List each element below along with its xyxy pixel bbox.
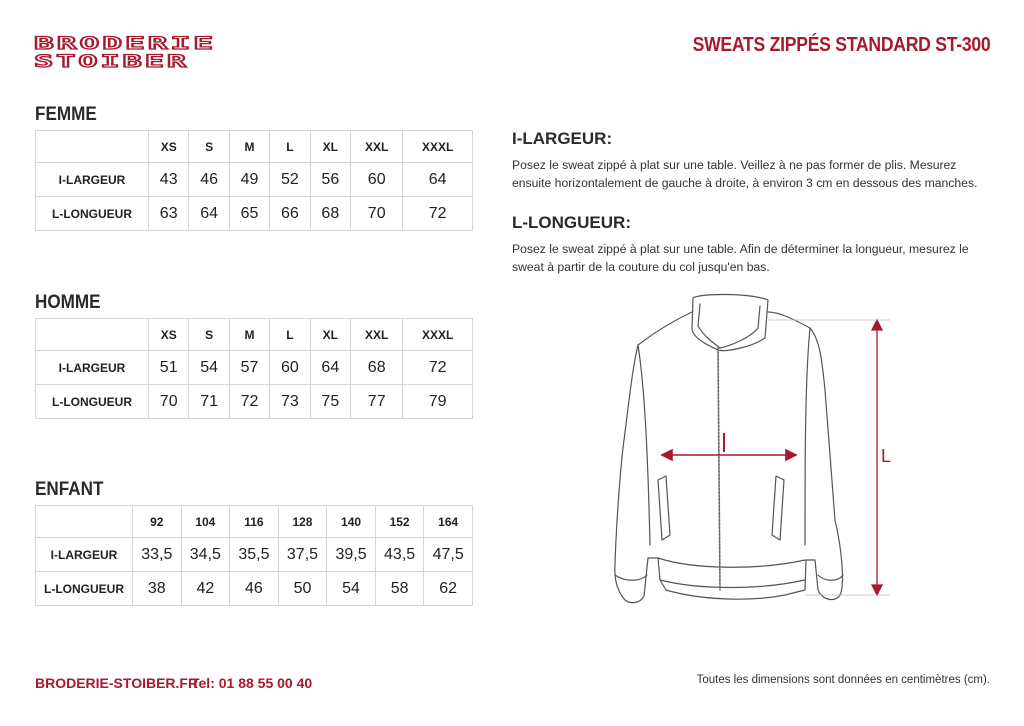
value-cell: 43 xyxy=(149,163,189,197)
value-cell: 65 xyxy=(229,197,269,231)
width-label: I xyxy=(726,452,727,453)
zip-sweat-diagram xyxy=(600,290,900,615)
value-cell: 62 xyxy=(424,572,473,606)
footer-units-note: Toutes les dimensions sont données en centimètres (cm). xyxy=(696,674,990,686)
value-cell: 70 xyxy=(351,197,403,231)
value-cell: 64 xyxy=(310,351,350,385)
row-label: I-LARGEUR xyxy=(36,351,149,385)
document-title: SWEATS ZIPPÉS STANDARD ST-300 xyxy=(692,34,990,56)
corner-cell xyxy=(36,506,133,538)
logo-line-2: STOIBER xyxy=(34,52,189,70)
size-header: 128 xyxy=(278,506,327,538)
value-cell: 46 xyxy=(230,572,279,606)
size-table-homme xyxy=(35,318,473,419)
row-label: I-LARGEUR xyxy=(36,538,133,572)
row-label: I-LARGEUR xyxy=(36,163,149,197)
value-cell: 52 xyxy=(270,163,310,197)
size-header: 140 xyxy=(327,506,376,538)
size-header: 164 xyxy=(424,506,473,538)
width-description: Posez le sweat zippé à plat sur une table. Veillez à ne pas former de plis. Mesurez ensuite horizontalement de gauche à droite, à environ 3 cm en dessous des manches. xyxy=(512,158,978,190)
value-cell: 64 xyxy=(189,197,229,231)
value-cell: 73 xyxy=(270,385,310,419)
value-cell: 34,5 xyxy=(181,538,230,572)
table-row xyxy=(36,197,473,231)
size-header: XXXL xyxy=(403,131,473,163)
value-cell: 46 xyxy=(189,163,229,197)
value-cell: 68 xyxy=(310,197,350,231)
row-label: L-LONGUEUR xyxy=(36,572,133,606)
size-header: XS xyxy=(149,131,189,163)
value-cell: 49 xyxy=(229,163,269,197)
size-header: XL xyxy=(310,319,350,351)
row-label: L-LONGUEUR xyxy=(36,385,149,419)
table-row xyxy=(36,572,473,606)
size-header: M xyxy=(229,319,269,351)
length-title: L-LONGUEUR: xyxy=(512,213,631,232)
section-title-enfant: ENFANT xyxy=(35,479,104,500)
table-row xyxy=(36,351,473,385)
value-cell: 54 xyxy=(189,351,229,385)
value-cell: 72 xyxy=(229,385,269,419)
value-cell: 43,5 xyxy=(375,538,424,572)
value-cell: 70 xyxy=(149,385,189,419)
row-label: L-LONGUEUR xyxy=(36,197,149,231)
corner-cell xyxy=(36,131,149,163)
width-arrow xyxy=(662,433,796,460)
value-cell: 47,5 xyxy=(424,538,473,572)
value-cell: 37,5 xyxy=(278,538,327,572)
size-header: S xyxy=(189,131,229,163)
value-cell: 63 xyxy=(149,197,189,231)
size-header: L xyxy=(270,131,310,163)
size-header: XL xyxy=(310,131,350,163)
jacket-outline xyxy=(615,294,843,602)
value-cell: 39,5 xyxy=(327,538,376,572)
value-cell: 60 xyxy=(351,163,403,197)
value-cell: 57 xyxy=(229,351,269,385)
value-cell: 56 xyxy=(310,163,350,197)
length-description: Posez le sweat zippé à plat sur une table. Afin de déterminer la longueur, mesurez le sweat à partir de la couture du col jusqu'en bas. xyxy=(512,242,969,274)
size-table-enfant xyxy=(35,505,473,606)
size-header: 104 xyxy=(181,506,230,538)
value-cell: 51 xyxy=(149,351,189,385)
length-label: L xyxy=(881,446,892,466)
value-cell: 77 xyxy=(351,385,403,419)
value-cell: 58 xyxy=(375,572,424,606)
value-cell: 71 xyxy=(189,385,229,419)
table-row xyxy=(36,385,473,419)
size-header: XXL xyxy=(351,131,403,163)
section-title-homme: HOMME xyxy=(35,292,101,313)
section-title-femme: FEMME xyxy=(35,104,97,125)
size-header: S xyxy=(189,319,229,351)
size-header: 92 xyxy=(133,506,182,538)
corner-cell xyxy=(36,319,149,351)
width-title: I-LARGEUR: xyxy=(512,129,613,148)
value-cell: 72 xyxy=(403,197,473,231)
value-cell: 33,5 xyxy=(133,538,182,572)
value-cell: 38 xyxy=(133,572,182,606)
footer-phone: Tel: 01 88 55 00 40 xyxy=(191,675,313,691)
logo-line-1: BRODERIE xyxy=(34,34,216,54)
value-cell: 64 xyxy=(403,163,473,197)
value-cell: 35,5 xyxy=(230,538,279,572)
table-row xyxy=(36,163,473,197)
value-cell: 50 xyxy=(278,572,327,606)
size-header: M xyxy=(229,131,269,163)
value-cell: 54 xyxy=(327,572,376,606)
size-header: L xyxy=(270,319,310,351)
value-cell: 68 xyxy=(351,351,403,385)
value-cell: 42 xyxy=(181,572,230,606)
value-cell: 72 xyxy=(403,351,473,385)
broderie-stoiber-logo xyxy=(34,34,218,70)
size-header: 116 xyxy=(230,506,279,538)
value-cell: 66 xyxy=(270,197,310,231)
size-header: XXL xyxy=(351,319,403,351)
table-row xyxy=(36,538,473,572)
value-cell: 75 xyxy=(310,385,350,419)
size-header: 152 xyxy=(375,506,424,538)
size-header: XS xyxy=(149,319,189,351)
footer-website: BRODERIE-STOIBER.FR xyxy=(35,675,199,691)
size-header: XXXL xyxy=(403,319,473,351)
value-cell: 79 xyxy=(403,385,473,419)
value-cell: 60 xyxy=(270,351,310,385)
size-table-femme xyxy=(35,130,473,231)
